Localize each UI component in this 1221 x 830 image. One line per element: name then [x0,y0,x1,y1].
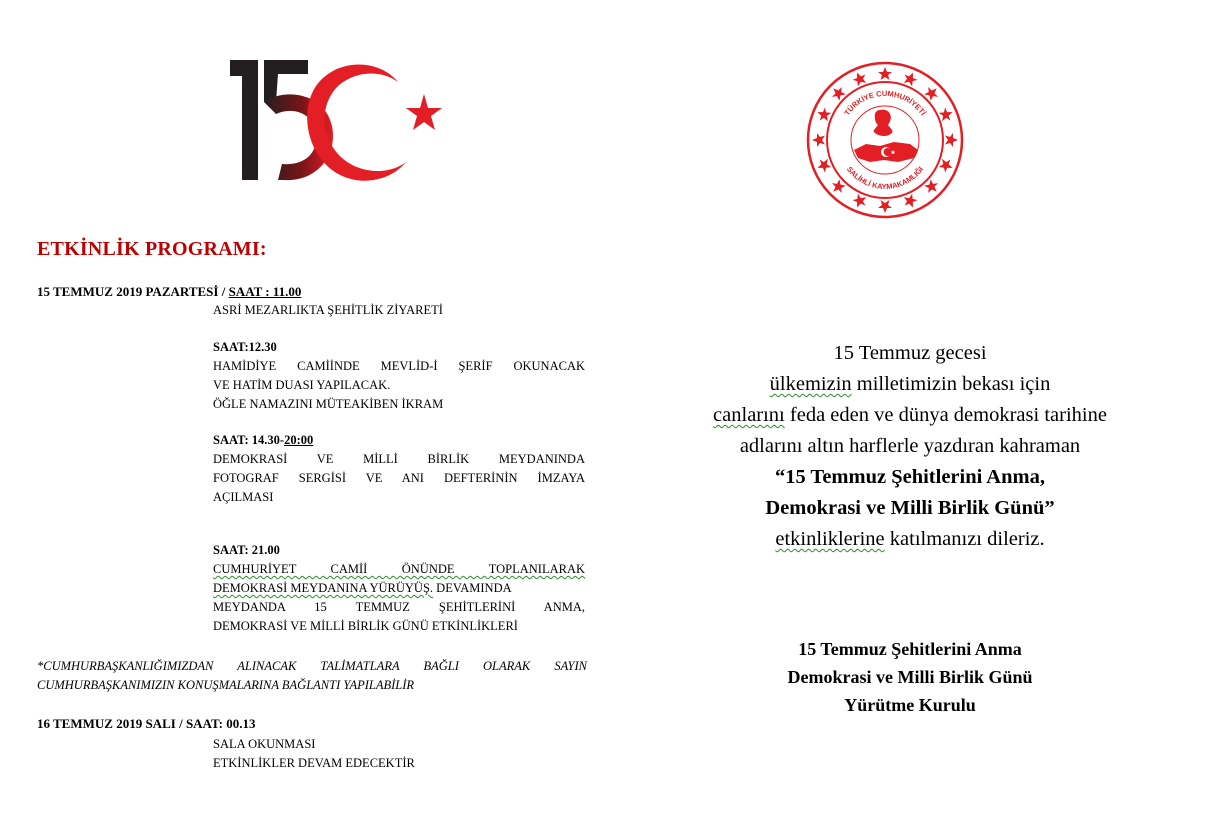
program-block-1430 [213,431,585,507]
salihli-kaymakamligi-seal [798,58,972,222]
seal-stars-icon [812,67,958,213]
seal-bottom-text: SALİHLİ KAYMAKAMLIĞI [844,164,926,192]
day2-time: SAAT: 00.13 [185,716,256,731]
block4-time: SAAT: 21.00 [213,543,280,557]
committee-signature: 15 Temmuz Şehitlerini Anma Demokrasi ve Milli Birlik Günü Yürütme Kurulu [787,639,1033,715]
15-temmuz-logo [228,52,453,188]
block3-line: AÇILMASI [213,490,274,504]
block3-line: FOTOGRAF SERGİSİ VE ANI DEFTERİNİN İMZAYA [213,471,585,485]
invitation-message: 15 Temmuz gecesi ülkemizin milletimizin bekası için canlarını feda eden ve dünya demokrasi tarihine adlarını altın harflerle yazdıran kahraman “15 Temmuz Şehitlerini Anma, Demokrasi ve Milli Birlik Günü” etkinliklerine katılmanızı dileriz. [713,342,1107,550]
program-title: ETKİNLİK PROGRAMI: [37,238,267,260]
block3-line: DEMOKRASİ VE MİLLİ BİRLİK MEYDANINDA [213,452,585,466]
day2-header: 16 TEMMUZ 2019 SALI / SAAT: 00.13 [37,716,256,731]
star-icon [406,94,442,130]
day1-time: SAAT : 11.00 [228,284,302,299]
program-block-2100 [213,541,585,636]
block2-line: ÖĞLE NAMAZINI MÜTEAKİBEN İKRAM [213,397,444,411]
block4-line: MEYDANDA 15 TEMMUZ ŞEHİTLERİNİ ANMA, [213,600,585,614]
day1-date: 15 TEMMUZ 2019 PAZARTESİ [37,284,219,299]
block4-line: DEMOKRASİ VE MİLLİ BİRLİK GÜNÜ ETKİNLİKLERİ [213,619,518,633]
bust-icon [874,110,893,136]
block4-line: CUMHURİYET CAMİİ ÖNÜNDE TOPLANILARAK [213,562,585,576]
block3-time: SAAT: 14.30-20:00 [213,433,314,447]
block4-line: DEMOKRASİ MEYDANINA YÜRÜYÜŞ. DEVAMINDA [213,581,512,595]
day2-date: 16 TEMMUZ 2019 SALI [37,716,176,731]
day1-activity: ASRİ MEZARLIKTA ŞEHİTLİK ZİYARETİ [213,303,443,317]
block2-line: HAMİDİYE CAMİİNDE MEVLİD-İ ŞERİF OKUNACAK [213,359,585,373]
svg-text:SALİHLİ KAYMAKAMLIĞI [845,165,925,191]
seal-top-text: TÜRKİYE CUMHURİYETİ [842,88,928,118]
day1-header: 15 TEMMUZ 2019 PAZARTESİ / SAAT : 11.00 [37,284,302,299]
program-block-1230 [213,338,585,414]
block2-time: SAAT:12.30 [213,340,277,354]
logo-caption: TEMMUZ [268,131,303,140]
block2-line: VE HATİM DUASI YAPILACAK. [213,378,391,392]
day2-activities: SALA OKUNMASI ETKİNLİKLER DEVAM EDECEKTİR [213,737,415,770]
program-note: *CUMHURBAŞKANLIĞIMIZDAN ALINACAK TALİMATLARA BAĞLI OLARAK SAYIN CUMHURBAŞKANIMIZIN KONUŞMALARINA BAĞLANTI YAPILABİLİR [37,659,587,692]
